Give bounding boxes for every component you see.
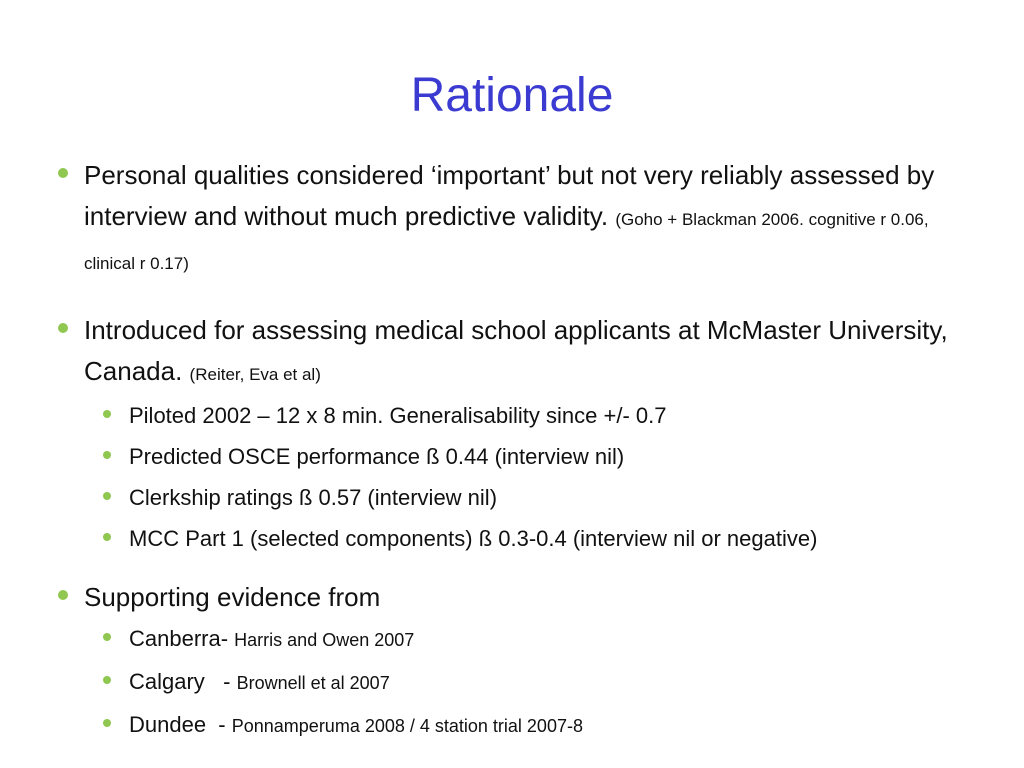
- subitem-clerkship: [101, 477, 974, 518]
- bullet-mcmaster: [56, 310, 974, 395]
- subitem-main: Canberra-: [129, 626, 229, 651]
- bullet-citation: (Goho + Blackman 2006. cognitive r 0.06, clinical r 0.17): [84, 210, 929, 273]
- bullet-dot-icon: [103, 451, 111, 459]
- subitem-text: Clerkship ratings ß 0.57 (interview nil): [129, 485, 498, 510]
- bullet-personal-qualities: [56, 155, 974, 284]
- subitem-osce: [101, 436, 974, 477]
- subitem-detail: Ponnamperuma 2008 / 4 station trial 2007-8: [231, 716, 583, 736]
- subitem-text: MCC Part 1 (selected components) ß 0.3-0.4 (interview nil or negative): [129, 526, 818, 551]
- bullet-dot-icon: [103, 533, 111, 541]
- subitem-dundee: [101, 704, 974, 747]
- slide-title: Rationale: [410, 69, 614, 122]
- subitem-pilot: [101, 395, 974, 436]
- subitem-detail: Brownell et al 2007: [236, 673, 390, 693]
- subitem-canberra: [101, 618, 974, 661]
- subitem-mcc: [101, 518, 974, 559]
- bullet-dot-icon: [58, 590, 68, 600]
- subitem-main: Dundee -: [129, 712, 226, 737]
- slide-content: [56, 155, 974, 747]
- bullet-citation: (Reiter, Eva et al): [189, 365, 321, 384]
- subitem-text: Predicted OSCE performance ß 0.44 (interview nil): [129, 444, 625, 469]
- bullet-text: Personal qualities considered ‘important’ but not very reliably assessed by interview and without much predictive validity.: [84, 160, 935, 231]
- bullet-dot-icon: [103, 633, 111, 641]
- bullet-supporting-evidence: [56, 577, 974, 618]
- bullet-dot-icon: [103, 676, 111, 684]
- bullet-dot-icon: [58, 323, 68, 333]
- bullet-text: Introduced for assessing medical school applicants at McMaster University, Canada.: [84, 315, 948, 386]
- bullet-dot-icon: [103, 492, 111, 500]
- subitem-main: Calgary -: [129, 669, 231, 694]
- subitem-detail: Harris and Owen 2007: [234, 630, 415, 650]
- subitem-calgary: [101, 661, 974, 704]
- bullet-text: Supporting evidence from: [84, 582, 381, 612]
- subitem-text: Piloted 2002 – 12 x 8 min. Generalisability since +/- 0.7: [129, 403, 667, 428]
- bullet-dot-icon: [103, 719, 111, 727]
- bullet-dot-icon: [58, 168, 68, 178]
- bullet-dot-icon: [103, 410, 111, 418]
